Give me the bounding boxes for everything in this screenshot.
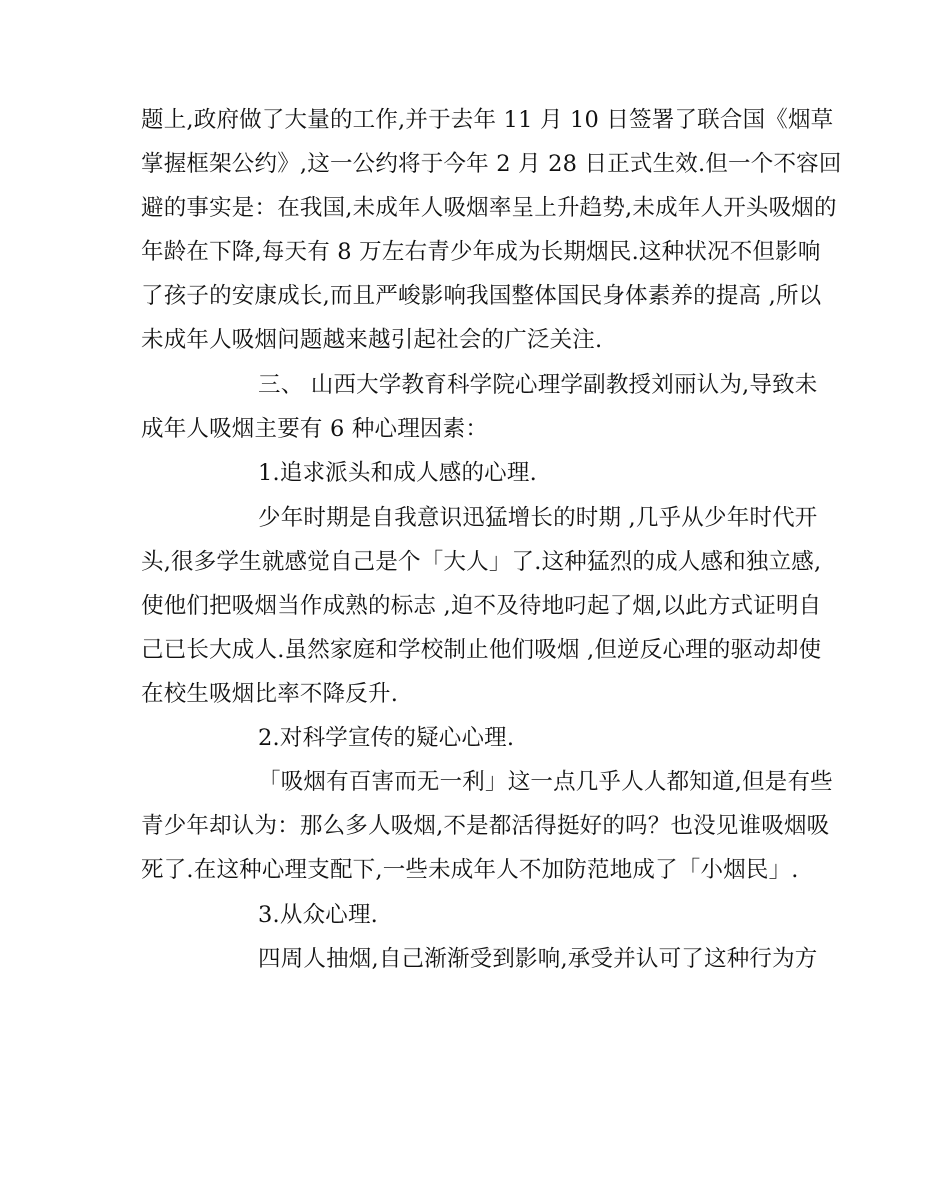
paragraph-line: 题上,政府做了大量的工作,并于去年 11 月 10 日签署了联合国《烟草 [141, 107, 834, 133]
paragraph-line: 避的事实是：在我国,未成年人吸烟率呈上升趋势,未成年人开头吸烟的 [141, 195, 837, 221]
paragraph-line: 成年人吸烟主要有 6 种心理因素： [141, 416, 489, 442]
numbered-heading: 3.从众心理. [258, 902, 379, 928]
paragraph-line: 头,很多学生就感觉自己是个「大人」了.这种猛烈的成人感和独立感, [141, 549, 822, 575]
paragraph-line: 未成年人吸烟问题越来越引起社会的广泛关注. [141, 327, 603, 353]
paragraph-line: 「吸烟有百害而无一利」这一点几乎人人都知道,但是有些 [258, 769, 833, 795]
paragraph-line: 年龄在下降,每天有 8 万左右青少年成为长期烟民.这种状况不但影响 [141, 239, 821, 265]
paragraph-line: 在校生吸烟比率不降反升. [141, 681, 399, 707]
numbered-heading: 1.追求派头和成人感的心理. [258, 460, 537, 486]
paragraph-line: 青少年却认为：那么多人吸烟,不是都活得挺好的吗？也没见谁吸烟吸 [141, 813, 830, 839]
paragraph-line: 了孩子的安康成长,而且严峻影响我国整体国民身体素养的提高 ,所以 [141, 283, 822, 309]
paragraph-line: 使他们把吸烟当作成熟的标志 ,迫不及待地叼起了烟,以此方式证明自 [141, 593, 822, 619]
paragraph-line: 己已长大成人.虽然家庭和学校制止他们吸烟 ,但逆反心理的驱动却使 [141, 637, 822, 663]
paragraph-line: 掌握框架公约》,这一公约将于今年 2 月 28 日正式生效.但一个不容回 [141, 151, 842, 177]
section-heading-line: 三、 山西大学教育科学院心理学副教授刘丽认为,导致未 [258, 372, 818, 398]
paragraph-line: 死了.在这种心理支配下,一些未成年人不加防范地成了「小烟民」. [141, 857, 799, 883]
paragraph-line: 四周人抽烟,自己渐渐受到影响,承受并认可了这种行为方 [258, 946, 818, 972]
paragraph-line: 少年时期是自我意识迅猛增长的时期 ,几乎从少年时代开 [258, 505, 818, 531]
numbered-heading: 2.对科学宣传的疑心心理. [258, 725, 515, 751]
